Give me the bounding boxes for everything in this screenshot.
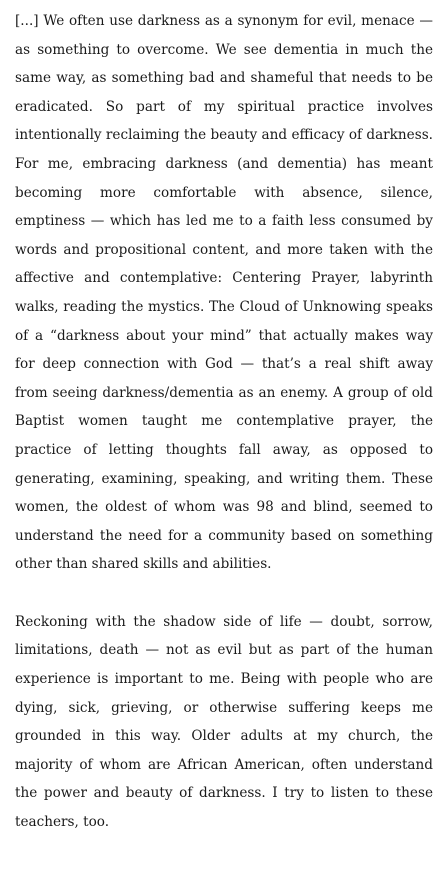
body-paragraph-2: Reckoning with the shadow side of life — doubt, sorrow, limitations, death — not as evil but as part of the human experience is important to me. Being with people who are dying, sick, grieving, or otherwise suffering keeps me grounded in this way. Older adults at my church, the majority of whom are African American, often understand the power and beauty of darkness. I try to listen to these teachers, too. <box>15 613 433 831</box>
body-paragraph-1: [...] We often use darkness as a synonym for evil, menace — as something to overcome. We see dementia in much the same way, as something bad and shameful that needs to be eradicated. So part of my spiritual practice involves intentionally reclaiming the beauty and efficacy of darkness. For me, embracing darkness (and dementia) has meant becoming more comfortable with absence, silence, emptiness — which has led me to a faith less consumed by words and propositional content, and more taken with the affective and contemplative: Centering Prayer, labyrinth walks, reading the mystics. The Cloud of Unknowing speaks of a “darkness about your mind” that actually makes way for deep connection with God — that’s a real shift away from seeing darkness/dementia as an enemy. A group of old Baptist women taught me contemplative prayer, the practice of letting thoughts fall away, as opposed to generating, examining, speaking, and writing them. These women, the oldest of whom was 98 and blind, seemed to understand the need for a community based on something other than shared skills and abilities. <box>15 13 433 573</box>
